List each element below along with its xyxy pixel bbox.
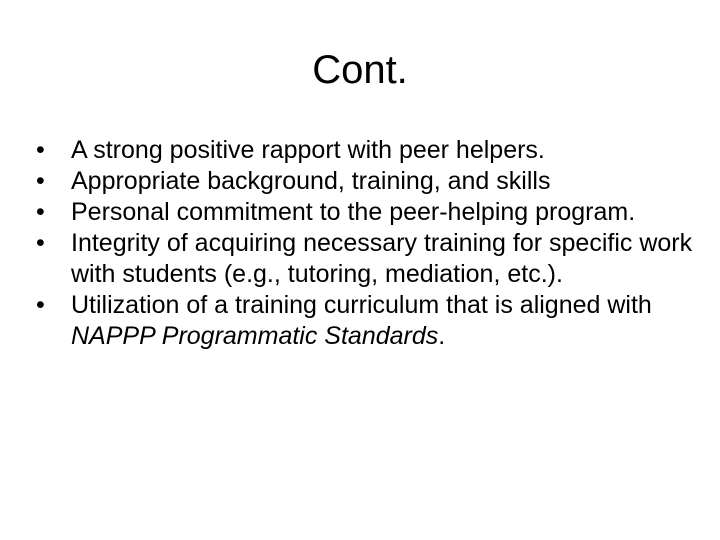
slide-title: Cont.: [312, 48, 408, 92]
bullet-text: Integrity of acquiring necessary training for specific work with students (e.g., tutoring, mediation, etc.).: [71, 229, 693, 288]
standards-name: NAPPP Programmatic Standards: [71, 322, 439, 350]
bullet-text: A strong positive rapport with peer helpers.: [71, 136, 545, 164]
list-item: [36, 197, 696, 228]
bullet-text: Appropriate background, training, and skills: [71, 167, 551, 195]
list-item: [36, 135, 696, 166]
bullet-icon: •: [36, 291, 45, 319]
bullet-icon: •: [36, 136, 45, 164]
bullet-text-end: .: [438, 322, 446, 350]
bullet-text-start: Utilization of a training curriculum that is aligned with: [71, 291, 652, 319]
list-item: [36, 290, 696, 352]
bullet-icon: •: [36, 167, 45, 195]
bullet-icon: •: [36, 198, 45, 226]
list-item: [36, 166, 696, 197]
bullet-text: [71, 291, 652, 350]
bullet-text: Personal commitment to the peer-helping program.: [71, 198, 636, 226]
bullet-list: [36, 135, 696, 352]
bullet-icon: •: [36, 229, 45, 257]
list-item: [36, 228, 696, 290]
